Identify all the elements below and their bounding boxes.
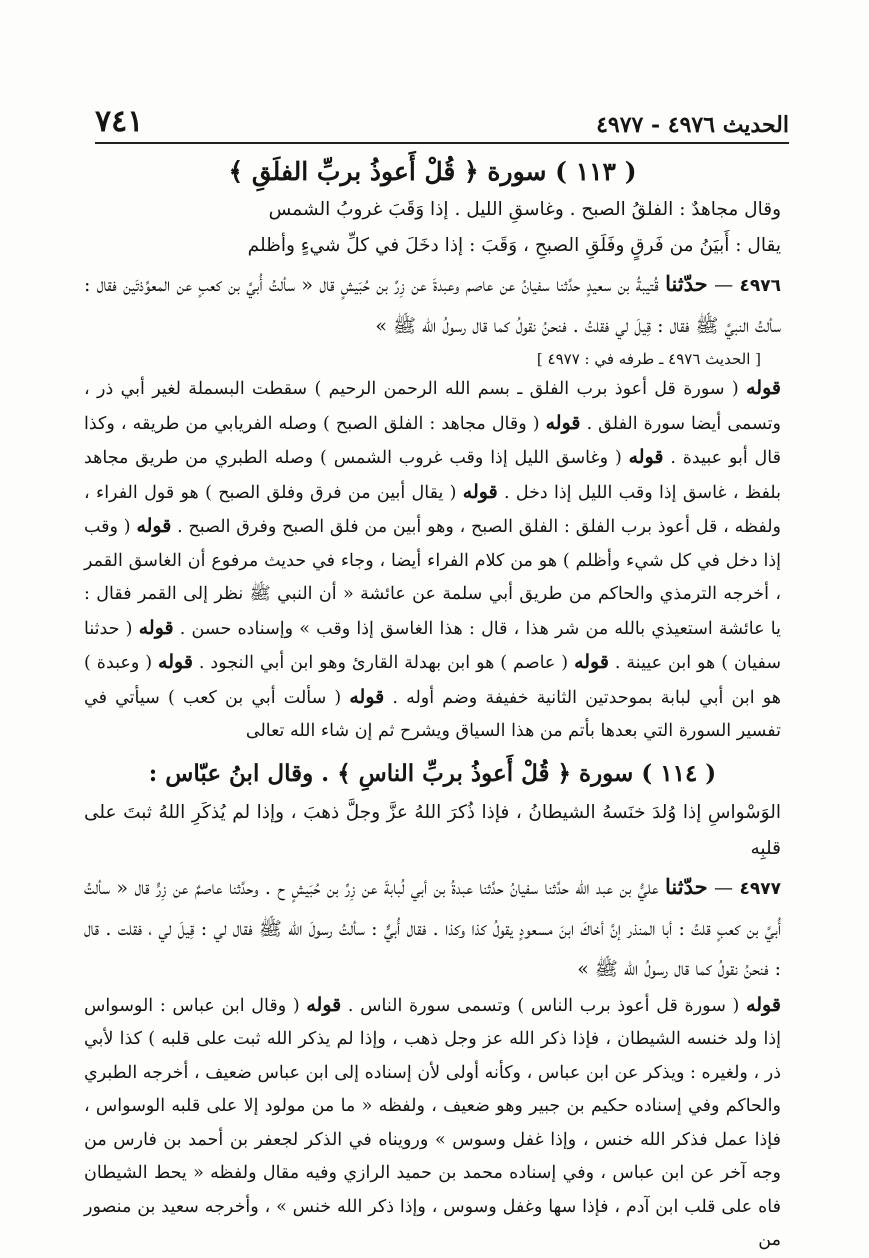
qawluhu-keyword: قوله — [545, 411, 581, 434]
qawluhu-keyword: قوله — [628, 446, 664, 468]
hadith-text: قُتيبةُ بن سعيدٍ حدَّثنا سفيانُ عن عاصم وعبدةَ عن زِرِّ بن حُبَيشٍ قال « سألتُ أُبيَّ بن كعبٍ عن المعوِّذتَين فقال : سألتُ النبيَّ ﷺ فقال : قِيلَ لي فقلتُ . فنحنُ نقولُ كما قال رسولُ الله ﷺ » — [84, 274, 781, 337]
page-body — [84, 152, 781, 1258]
tafsir-line: وقال مجاهدٌ : الفلقُ الصبح . وغاسقِ الليل . إذا وَقَبَ غروبُ الشمس — [268, 199, 781, 220]
tafsir-line: الوَسْواسِ إذا وُلدَ خنَسهُ الشيطانُ ، فإذا ذُكرَ اللهُ عزَّ وجلَّ ذهبَ ، وإذا لم يُذكَرِ اللهُ ثبتَ على قلبِه — [84, 801, 781, 859]
commentary-113 — [84, 372, 781, 749]
commentary-text: ( وقب إذا دخل في كل شيء وأظلم ) هو من كلام الفراء أيضا ، وجاء في حديث مرفوع أن الغاسق القمر ، أخرجه الترمذي والحاكم من طريق أبي سلمة عن عائشة « أن النبي ﷺ نظر إلى القمر فقال : يا عائشة استعيذي بالله من شر هذا ، قال : هذا الغاسق إذا وقب » وإسناده حسن . — [84, 517, 781, 639]
qawluhu-keyword: قوله — [158, 651, 193, 673]
commentary-text: ( سورة قل أعوذ برب الناس ) وتسمى سورة الناس . — [347, 995, 740, 1016]
commentary-text: ( سورة قل أعوذ برب الفلق ـ بسم الله الرحمن الرحيم ) سقطت البسملة لغير أبي ذر ، وتسمى أيضا سورة الفلق . — [84, 379, 781, 434]
qawluhu-keyword: قوله — [138, 616, 174, 639]
qawluhu-keyword: قوله — [306, 993, 342, 1016]
surah-113-section — [84, 152, 781, 749]
page-number: ٧٤١ — [95, 104, 144, 139]
hadith-reference: [ الحديث ٤٩٧٦ ـ طرفه في : ٤٩٧٧ ] — [536, 350, 761, 368]
tafsir-line: يقال : أَبيَنُ من فَرقٍ وفَلَقِ الصبحِ ، وَقَبَ : إذا دخَلَ في كلِّ شيءٍ وأظلم — [247, 235, 781, 256]
surah-113-title: ( ١١٣ ) سورة ﴿ قُلْ أَعوذُ بربِّ الفلَقِ ﴾ — [228, 157, 637, 186]
hadith-text: عليُّ بن عبد الله حدَّثنا سفيانُ حدَّثنا عبدةُ بن أبي لُبابةَ عن زِرِّ بن حُبَيشٍ ح . وحدَّثنا عاصمٌ عن زِرٍّ قال « سألتُ أُبيَّ بن كعبٍ قلتُ : أبا المنذر إنَّ أخاكَ ابنَ مسعودٍ يقولُ كذا وكذا . فقال أُبيٌّ : سألتُ رسولَ الله ﷺ فقال لي : قِيلَ لي ، فقلت . قال : فنحنُ نقولُ كما قال رسولُ الله ﷺ » — [84, 876, 781, 980]
header-rule — [95, 142, 789, 144]
commentary-text: ( وقال ابن عباس : الوسواس إذا ولد خنسه الشيطان ، فإذا ذكر الله عز وجل ذهب ، وإذا لم يذكر الله ثبت على قلبه ) كذا لأبي ذر ، ولغيره : ويذكر عن ابن عباس ، وكأنه أولى لأن إسناده إلى ابن عباس ضعيف ، أخرجه الطبري والحاكم وفي إسناده حكيم بن جبير وهو ضعيف ، ولفظه « ما من مولود إلا على قلبه الوسواس ، فإذا عمل فذكر الله خنس ، وإذا غفل وسوس » ورويناه في الذكر لجعفر بن أحمد بن فارس من وجه آخر عن ابن عباس ، وفي إسناده محمد بن حميد الرازي وفيه مقال ولفظه « يحط الشيطان فاه على قلب ابن آدم ، فإذا سها وغفل وسوس ، وإذا ذكر الله خنس » ، وأخرجه سعيد بن منصور من — [84, 995, 781, 1250]
hadith-4977: ٤٩٧٧ — حدّثنا عليُّ بن عبد الله حدَّثنا سفيانُ حدَّثنا عبدةُ بن أبي لُبابةَ عن زِرِّ بن حُبَيشٍ ح . وحدَّثنا عاصمٌ عن زِرٍّ قال « سألتُ أُبيَّ بن كعبٍ قلتُ : أبا المنذر إنَّ أخاكَ ابنَ مسعودٍ يقولُ كذا وكذا . فقال أُبيٌّ : سألتُ رسولَ الله ﷺ فقال لي : قِيلَ لي ، فقلت . قال : فنحنُ نقولُ كما قال رسولُ الله ﷺ » — [84, 873, 782, 980]
haddathana-keyword: حدّثنا — [665, 271, 708, 296]
hadith-number: ٤٩٧٦ — [739, 276, 781, 296]
qawluhu-keyword: قوله — [349, 685, 385, 708]
qawluhu-keyword: قوله — [746, 377, 781, 399]
commentary-text: ( وقال مجاهد : الفلق الصبح ) وصله الفريابي من طريقه ، وكذا قال أبو عبيدة . — [84, 413, 781, 468]
qawluhu-keyword: قوله — [574, 651, 609, 673]
haddathana-keyword: حدّثنا — [665, 873, 708, 899]
page-header — [95, 104, 789, 144]
qawluhu-keyword: قوله — [136, 515, 172, 537]
hadith-4976: ٤٩٧٦ — حدّثنا قُتيبةُ بن سعيدٍ حدَّثنا سفيانُ عن عاصم وعبدةَ عن زِرِّ بن حُبَيشٍ قال « سألتُ أُبيَّ بن كعبٍ عن المعوِّذتَين فقال : سألتُ النبيَّ ﷺ فقال : قِيلَ لي فقلتُ . فنحنُ نقولُ كما قال رسولُ الله ﷺ » — [84, 271, 781, 337]
commentary-text: ( سألت أبي بن كعب ) سيأتي في تفسير السورة التي بعدها بأتم من هذا السياق ويشرح ثم إن شاء الله تعالى — [84, 687, 781, 741]
running-head: الحديث ٤٩٧٦ - ٤٩٧٧ — [596, 112, 789, 138]
commentary-text: ( حدثنا سفيان ) هو ابن عيينة . — [84, 618, 781, 673]
commentary-text: ( وعبدة ) هو ابن أبي لبابة بموحدتين الثانية خفيفة وضم أوله . — [84, 653, 781, 708]
surah-114-section — [84, 753, 781, 1258]
qawluhu-keyword: قوله — [462, 480, 498, 503]
commentary-text: ( يقال أبين من فرق وفلق الصبح ) هو قول الفراء ، ولفظه ، قل أعوذ برب الفلق : الفلق الصبح ، وهو أبين من فلق الصبح وفرق الصبح . — [84, 482, 781, 537]
commentary-text: ( وغاسق الليل إذا وقب غروب الشمس ) وصله الطبري من طريق مجاهد بلفظ ، غاسق إذا وقب الليل إذا دخل . — [84, 448, 781, 503]
surah-114-title: ( ١١٤ ) سورة ﴿ قُلْ أَعوذُ بربِّ الناسِ ﴾ . وقال ابنُ عبّاس : — [148, 759, 717, 787]
hadith-number: ٤٩٧٧ — [739, 878, 782, 899]
commentary-text: ( عاصم ) هو ابن بهدلة القارئ وهو ابن أبي النجود . — [198, 653, 569, 673]
commentary-114 — [84, 989, 781, 1258]
qawluhu-keyword: قوله — [746, 993, 781, 1016]
